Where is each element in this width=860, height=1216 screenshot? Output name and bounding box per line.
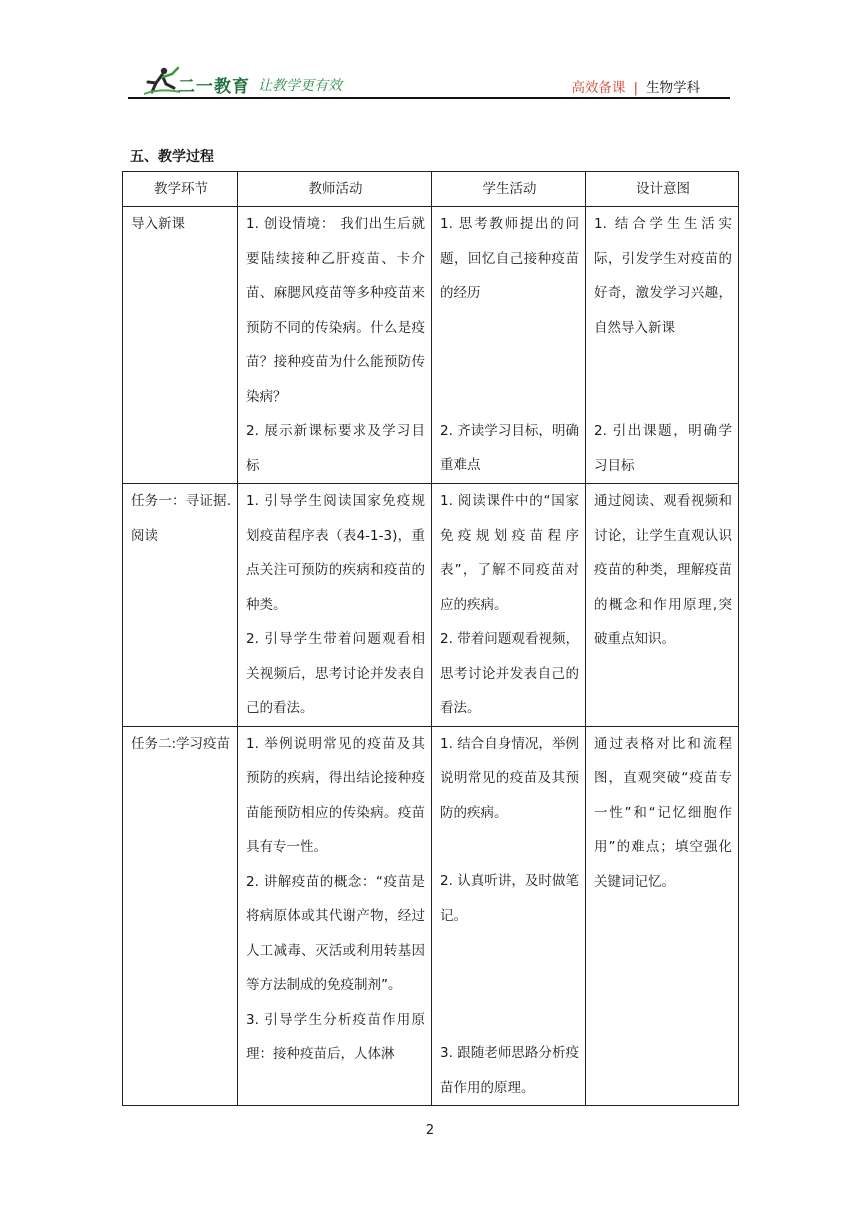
intent-step: 通过阅读、观看视频和讨论，让学生直观认识疫苗的种类，理解疫苗的概念和作用原理,突破重点知识。 [594,493,732,647]
table-row [123,726,739,1106]
teacher-cell [238,726,432,1106]
teacher-step: 1. 创设情境： 我们出生后就要陆续接种乙肝疫苗、卡介苗、麻腮风疫苗等多种疫苗来预防不同的传染病。什么是疫苗？接种疫苗为什么能预防传染病？ [246,216,425,405]
student-step: 1. 结合自身情况，举例说明常见的疫苗及其预防的疾病。 [440,735,579,821]
student-cell [432,726,586,1106]
intent-cell [586,726,739,1106]
student-cell [432,207,586,484]
header-subject [571,76,700,96]
teaching-process-table [122,171,739,1106]
header-label-prep: 高效备课 [571,80,626,96]
spacer [594,345,732,414]
header-rule [128,97,730,99]
teacher-step: 3. 引导学生分析疫苗作用原理：接种疫苗后，人体淋 [246,1011,425,1062]
column-header: 教师活动 [238,172,432,207]
student-step: 1. 思考教师提出的问题，回忆自己接种疫苗的经历 [440,216,579,301]
page-number: 2 [425,1123,435,1138]
teacher-step: 2. 展示新课标要求及学习目标 [246,423,425,474]
teacher-step: 1. 引导学生阅读国家免疫规划疫苗程序表（表4-1-3)，重点关注可预防的疾病和疫苗的种类。 [246,493,425,613]
student-cell [432,484,586,727]
student-step: 2. 带着问题观看视频，思考讨论并发表自己的看法。 [440,631,579,716]
stage-cell [123,484,238,727]
student-step: 2. 认真听讲，及时做笔记。 [440,873,579,924]
page-header [128,66,730,98]
teacher-step: 2. 讲解疫苗的概念：“疫苗是将病原体或其代谢产物，经过人工减毒、灭活或利用转基因等方法制成的免疫制剂”。 [246,873,425,993]
intent-cell [586,207,739,484]
table-row [123,207,739,484]
spacer [440,933,579,1036]
stage-text: 任务二:学习疫苗 [131,735,231,752]
header-separator: | [633,80,638,96]
column-header: 教学环节 [123,172,238,207]
intent-step: 2. 引出课题，明确学习目标 [594,423,732,474]
teacher-cell [238,207,432,484]
table-header-row [123,172,739,207]
stage-text: 任务一：寻证据.阅读 [131,493,231,544]
header-label-subject: 生物学科 [646,80,700,96]
teacher-step: 1. 举例说明常见的疫苗及其预防的疾病，得出结论接种疫苗能预防相应的传染病。疫苗具有专一性。 [246,735,425,855]
logo-text: 二一教育 [178,77,250,97]
runner-logo-icon [142,66,182,96]
stage-text: 导入新课 [131,216,185,232]
student-step: 1. 阅读课件中的“国家免疫规划疫苗程序表”，了解不同疫苗对应的疾病。 [440,493,579,613]
spacer [440,830,579,864]
intent-step: 1. 结合学生生活实际，引发学生对疫苗的好奇，激发学习兴趣，自然导入新课 [594,216,732,336]
student-step: 3. 跟随老师思路分析疫苗作用的原理。 [440,1045,579,1096]
section-title: 五、教学过程 [130,149,214,165]
teacher-cell [238,484,432,727]
column-header: 设计意图 [586,172,739,207]
column-header: 学生活动 [432,172,586,207]
student-step: 2. 齐读学习目标，明确重难点 [440,422,579,473]
stage-cell [123,207,238,484]
table-row [123,484,739,727]
spacer [440,311,579,414]
header-slogan: 让教学更有效 [258,78,342,94]
logo [142,66,262,96]
intent-step: 通过表格对比和流程图，直观突破“疫苗专一性”和“记忆细胞作用”的难点；填空强化关键词记忆。 [594,735,732,890]
teacher-step: 2. 引导学生带着问题观看相关视频后，思考讨论并发表自己的看法。 [246,631,425,716]
stage-cell [123,726,238,1106]
intent-cell [586,484,739,727]
